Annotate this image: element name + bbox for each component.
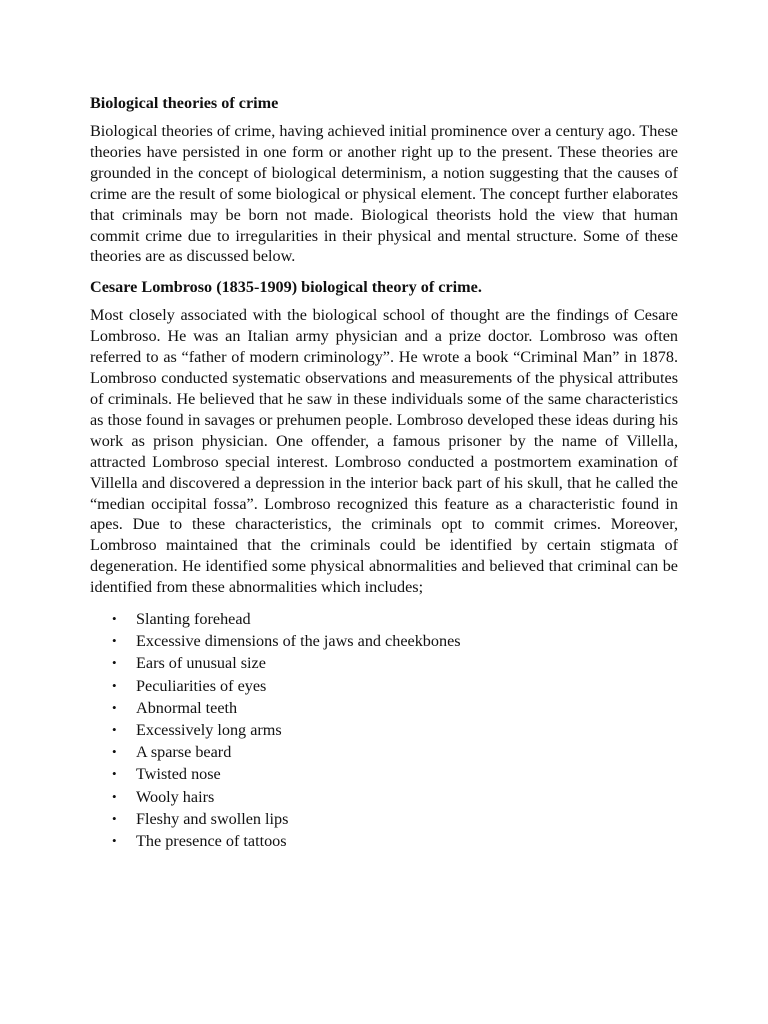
abnormalities-list — [90, 608, 678, 852]
list-item — [112, 741, 678, 763]
bullet-icon: • — [112, 677, 117, 693]
list-item — [112, 808, 678, 830]
bullet-icon: • — [112, 655, 117, 671]
bullet-icon: • — [112, 810, 117, 826]
list-item — [112, 786, 678, 808]
lombroso-paragraph: Most closely associated with the biological school of thought are the findings of Cesare Lombroso. He was an Italian army physician and a prize doctor. Lombroso was often referred to as “father of modern criminology”. He wrote a book “Criminal Man” in 1878. Lombroso conducted systematic observations and measurements of the physical attributes of criminals. He believed that he saw in these individuals some of the same characteristics as those found in savages or prehumen people. Lombroso developed these ideas during his work as prison physician. One offender, a famous prisoner by the name of Villella, attracted Lombroso special interest. Lombroso conducted a postmortem examination of Villella and discovered a depression in the interior back part of his skull, that he called the “median occipital fossa”. Lombroso recognized this feature as a characteristic found in apes. Due to these characteristics, the criminals opt to commit crimes. Moreover, Lombroso maintained that the criminals could be identified by certain stigmata of degeneration. He identified some physical abnormalities and believed that criminal can be identified from these abnormalities which includes; — [90, 306, 678, 597]
list-item-text: Peculiarities of eyes — [136, 676, 267, 695]
list-item-text: Excessive dimensions of the jaws and cheekbones — [136, 632, 461, 651]
list-item-text: Fleshy and swollen lips — [136, 809, 289, 828]
document-page — [90, 93, 678, 852]
bullet-icon: • — [112, 722, 117, 738]
bullet-icon: • — [112, 788, 117, 804]
list-item — [112, 675, 678, 697]
list-item-text: Twisted nose — [136, 765, 221, 784]
list-item-text: Wooly hairs — [136, 787, 215, 806]
list-item — [112, 697, 678, 719]
list-item — [112, 830, 678, 852]
list-item-text: The presence of tattoos — [136, 832, 287, 851]
bullet-icon: • — [112, 744, 117, 760]
section-heading-biological-theories: Biological theories of crime — [90, 94, 279, 112]
bullet-icon: • — [112, 699, 117, 715]
list-item-text: A sparse beard — [136, 743, 232, 762]
list-item-text: Slanting forehead — [136, 610, 251, 629]
list-item — [112, 630, 678, 652]
list-item-text: Ears of unusual size — [136, 654, 266, 673]
list-item — [112, 763, 678, 785]
bullet-icon: • — [112, 766, 117, 782]
list-item — [112, 652, 678, 674]
bullet-icon: • — [112, 833, 117, 849]
intro-paragraph: Biological theories of crime, having achieved initial prominence over a century ago. These theories have persisted in one form or another right up to the present. These theories are grounded in the concept of biological determinism, a notion suggesting that the causes of crime are the result of some biological or physical element. The concept further elaborates that criminals may be born not made. Biological theorists hold the view that human commit crime due to irregularities in their physical and mental structure. Some of these theories are as discussed below. — [90, 122, 678, 266]
bullet-icon: • — [112, 611, 117, 627]
bullet-icon: • — [112, 633, 117, 649]
list-item-text: Abnormal teeth — [136, 698, 238, 717]
section-heading-lombroso: Cesare Lombroso (1835-1909) biological theory of crime. — [90, 278, 482, 297]
list-item — [112, 608, 678, 630]
list-item — [112, 719, 678, 741]
list-item-text: Excessively long arms — [136, 721, 282, 740]
